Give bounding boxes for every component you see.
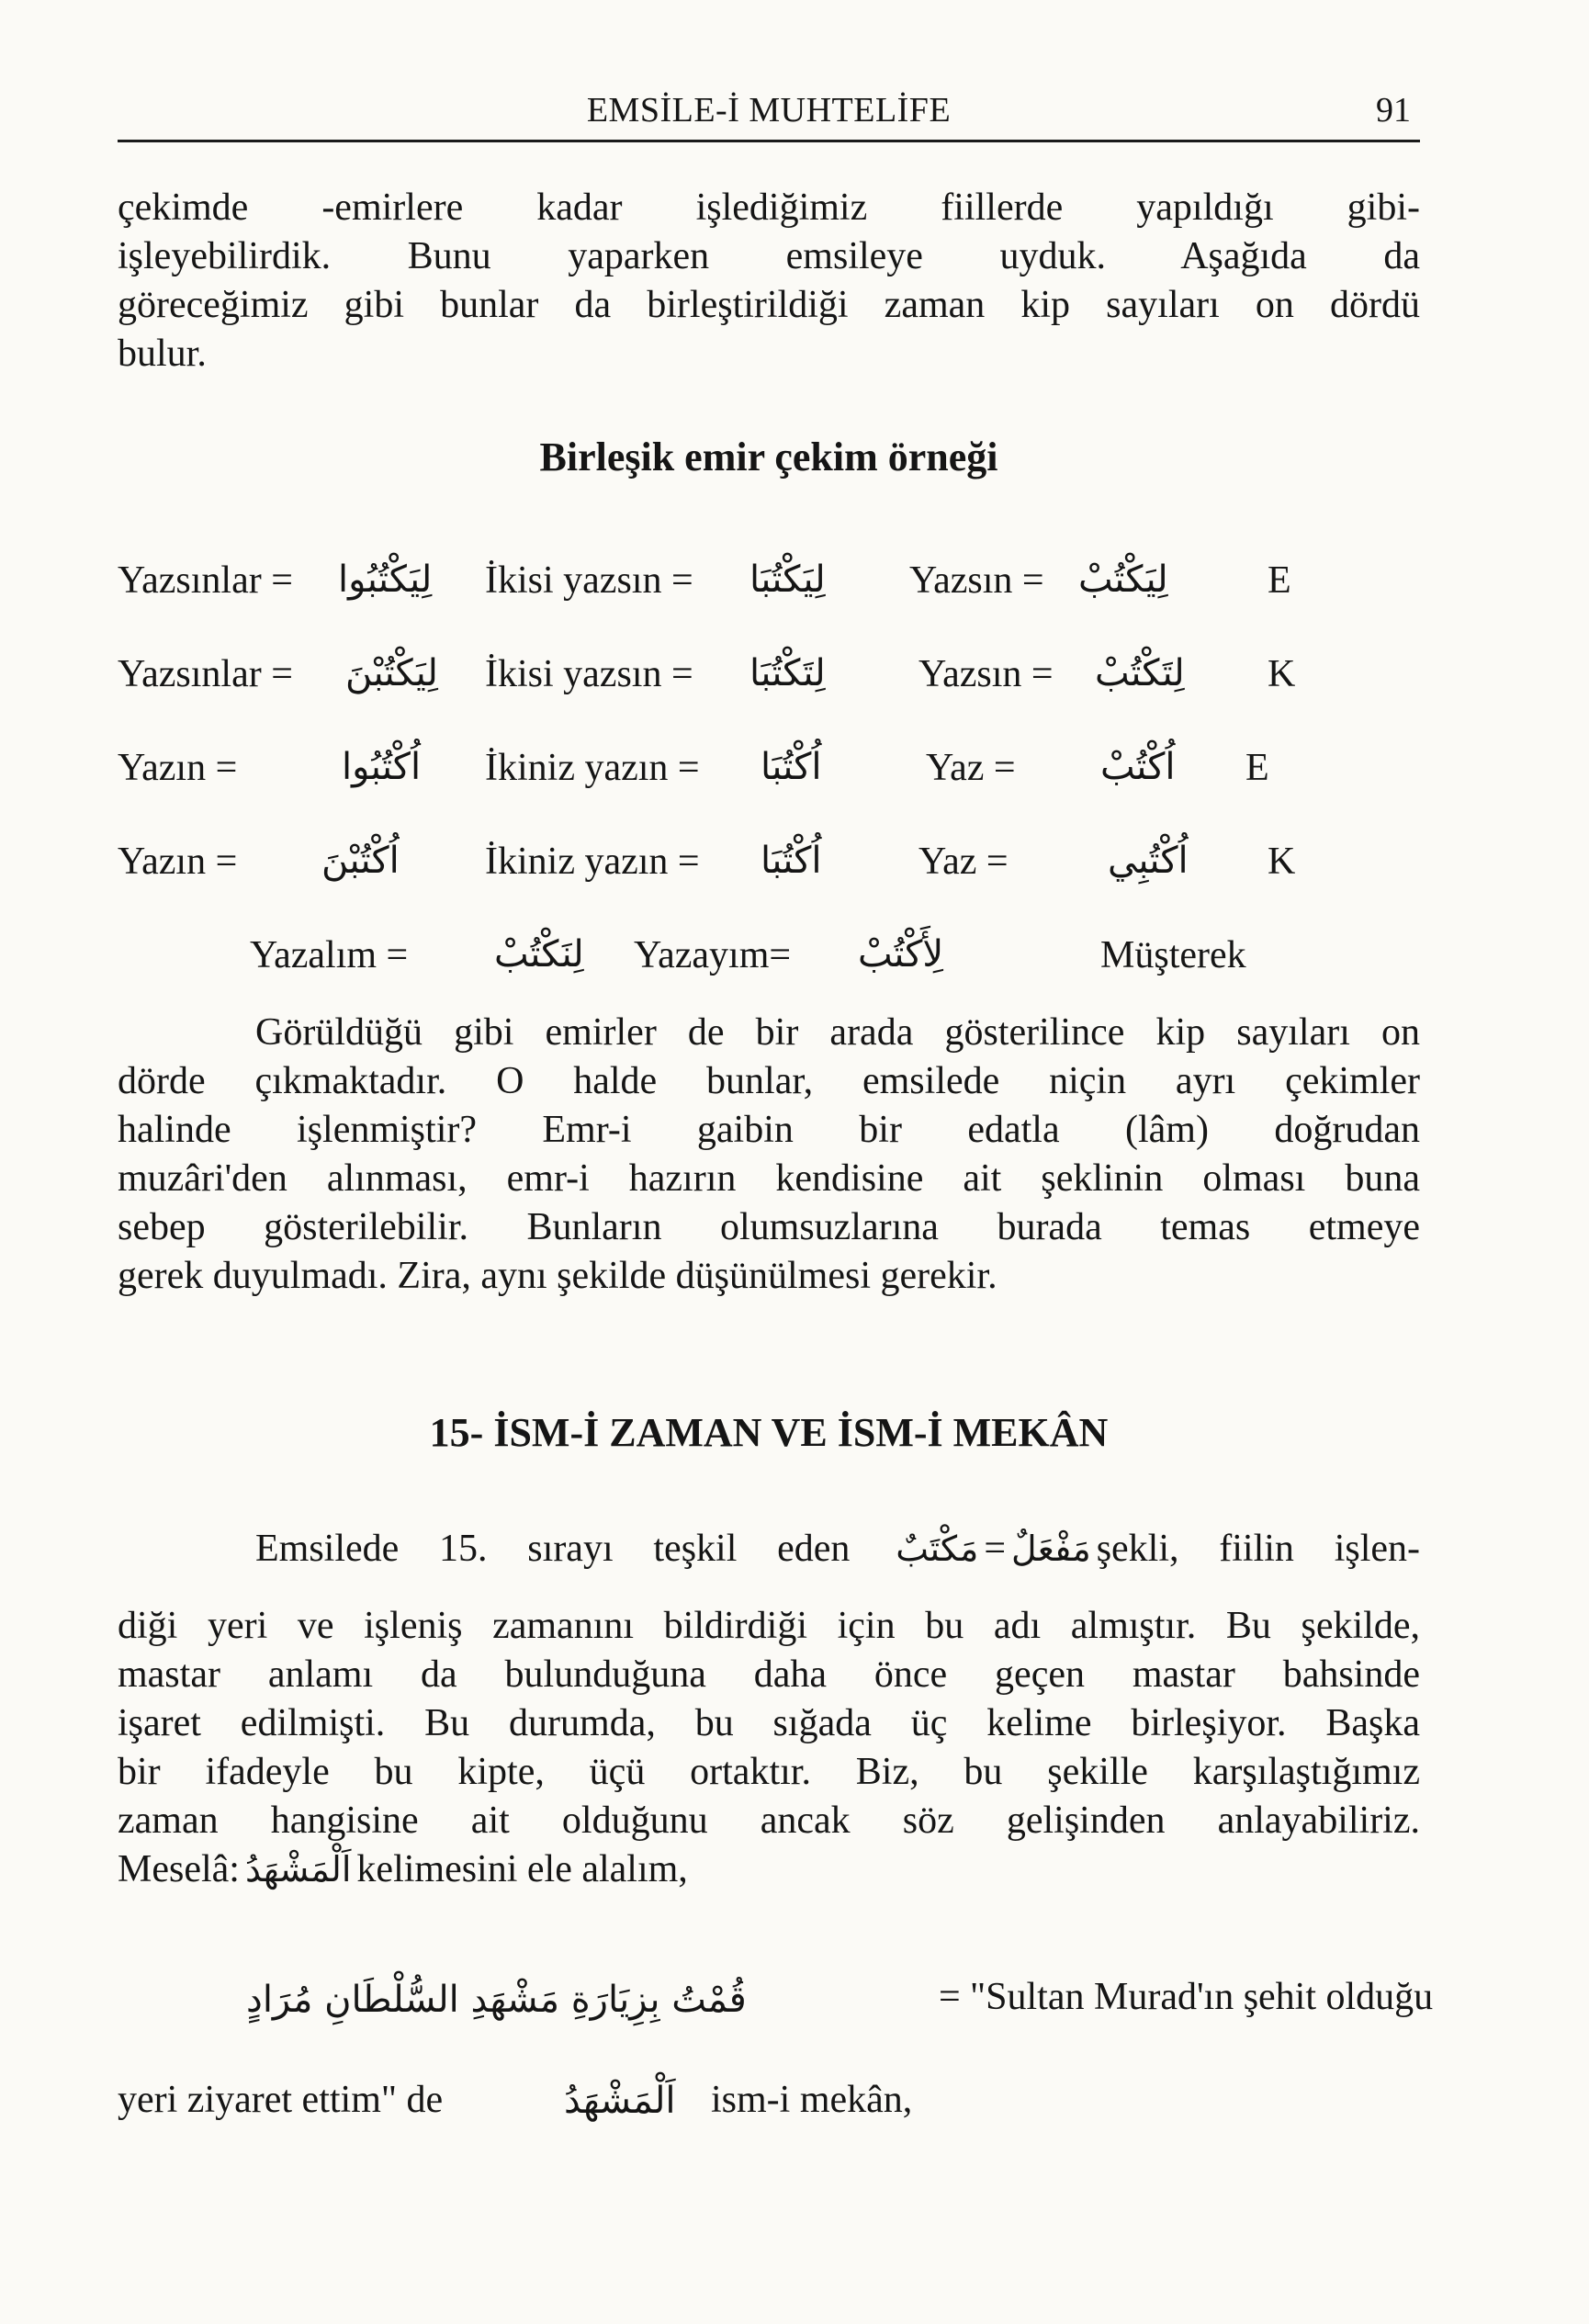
col3-label: Yazsın =: [909, 559, 1044, 602]
col2-label: İkisi yazsın =: [485, 559, 693, 602]
gender-label: E: [1268, 559, 1291, 602]
text-line: çekimde -emirlere kadar işlediğimiz fiillerde yapıldığı gibi-: [118, 186, 1420, 229]
text-line: dörde çıkmaktadır. O halde bunlar, emsilede niçin ayrı çekimler: [118, 1060, 1420, 1102]
col3-arabic: اُكْتُبْ: [1100, 746, 1176, 788]
text-line: işleyebilirdik. Bunu yaparken emsileye uyduk. Aşağıda da: [118, 235, 1420, 277]
col3-label: Yazsın =: [918, 653, 1054, 695]
conjugation-row: [118, 652, 1420, 707]
section-first-line: [118, 1525, 1420, 1574]
gender-label: K: [1268, 840, 1296, 883]
col2-arabic: لِيَكْتُبَا: [749, 558, 826, 601]
col3-arabic: اُكْتُبِي: [1108, 840, 1189, 882]
arabic-word-mektebun: مَكْتَبٌ: [896, 1529, 979, 1569]
col2-arabic: لِتَكْتُبَا: [749, 652, 826, 694]
col2-arabic: اُكْتُبَا: [761, 746, 822, 788]
final-prefix: yeri ziyaret ettim" de: [118, 2079, 444, 2121]
page-header: [118, 88, 1420, 142]
explanation-paragraph: [118, 1009, 1420, 1301]
section-heading: 15- İSM-İ ZAMAN VE İSM-İ MEKÂN: [429, 1410, 1109, 1455]
arabic-word-mefalun: مَفْعَلٌ: [1011, 1529, 1091, 1569]
col3-arabic: لِتَكْتُبْ: [1095, 652, 1185, 694]
example-line: [118, 1975, 1434, 2039]
running-title: EMSİLE-İ MUHTELİFE: [586, 91, 952, 130]
text-line: [118, 1525, 1420, 1574]
col1-arabic: لِيَكْتُبُوا: [338, 558, 433, 601]
text-line: sebep gösterilebilir. Bunların olumsuzlarına burada temas etmeye: [118, 1206, 1420, 1248]
col2-label: Yazayım=: [634, 934, 792, 976]
col1-label: Yazsınlar =: [118, 653, 293, 695]
text-line: mastar anlamı da bulunduğuna daha önce geçen mastar bahsinde: [118, 1653, 1420, 1696]
section-paragraph: [118, 1602, 1420, 1894]
col1-arabic: لِيَكْتُبْنَ: [345, 652, 438, 694]
example-translation: "Sultan Murad'ın şehit olduğu: [970, 1976, 1434, 2018]
col2-arabic: اُكْتُبَا: [761, 840, 822, 882]
mesela-prefix: Meselâ:: [118, 1848, 240, 1890]
col1-arabic: لِنَكْتُبْ: [494, 933, 584, 976]
col1-arabic: اُكْتُبُوا: [342, 746, 422, 788]
arabic-word-almashhad: اَلْمَشْهَدُ: [564, 2080, 676, 2122]
col3-label: Yaz =: [926, 747, 1016, 789]
text-line: halinde işlenmiştir? Emr-i gaibin bir edatla (lâm) doğrudan: [118, 1109, 1420, 1151]
col2-label: İkisi yazsın =: [485, 653, 693, 695]
common-row: [118, 933, 1420, 988]
conjugation-row: [118, 746, 1420, 801]
col2-label: İkiniz yazın =: [485, 840, 700, 883]
gender-label: K: [1268, 653, 1296, 695]
text-line: işaret edilmişti. Bu durumda, bu sığada üç kelime birleşiyor. Başka: [118, 1702, 1420, 1744]
intro-paragraph: [118, 184, 1420, 378]
col1-label: Yazın =: [118, 840, 238, 883]
text-line: [118, 1845, 1420, 1894]
text-line: bir ifadeyle bu kipte, üçü ortaktır. Biz, bu şekille karşılaştığımız: [118, 1751, 1420, 1793]
text-line: zaman hangisine ait olduğunu ancak söz gelişinden anlayabiliriz.: [118, 1799, 1420, 1842]
common-label: Müşterek: [1100, 934, 1246, 976]
text-line: bulur.: [118, 333, 207, 375]
col2-label: İkiniz yazın =: [485, 747, 700, 789]
conjugation-row: [118, 840, 1420, 895]
text-line: Görüldüğü gibi emirler de bir arada gösterilince kip sayıları on: [255, 1011, 1420, 1054]
col3-label: Yaz =: [918, 840, 1009, 883]
final-suffix: ism-i mekân,: [711, 2079, 913, 2121]
col1-arabic: اُكْتُبْنَ: [321, 840, 400, 882]
equals-sign: =: [939, 1976, 961, 2018]
text-line: gerek duyulmadı. Zira, aynı şekilde düşünülmesi gerekir.: [118, 1255, 997, 1297]
equals-sign: =: [984, 1528, 1006, 1570]
col1-label: Yazalım =: [250, 934, 409, 976]
col3-arabic: لِيَكْتُبْ: [1078, 558, 1168, 601]
arabic-word-almashhad: اَلْمَشْهَدُ: [244, 1849, 352, 1890]
text-line: muzâri'den alınması, emr-i hazırın kendisine ait şeklinin olması buna: [118, 1157, 1420, 1200]
text-line: diği yeri ve işleniş zamanını bildirdiği için bu adı almıştır. Bu şekilde,: [118, 1605, 1420, 1647]
line-suffix: şekli, fiilin işlen-: [1096, 1528, 1421, 1570]
final-line: [118, 2078, 1420, 2142]
col1-label: Yazın =: [118, 747, 238, 789]
arabic-example-sentence: قُمْتُ بِزِيَارَةِ مَشْهَدِ السُّلْطَانِ مُرَادٍ: [246, 1979, 747, 2021]
col1-label: Yazsınlar =: [118, 559, 293, 602]
mesela-suffix: kelimesini ele alalım,: [356, 1848, 688, 1890]
text-line: göreceğimiz gibi bunlar da birleştirildiği zaman kip sayıları on dördü: [118, 284, 1420, 326]
line-prefix: Emsilede 15. sırayı teşkil eden: [255, 1528, 851, 1570]
col2-arabic: لِأَكْتُبْ: [858, 933, 944, 976]
conjugation-row: [118, 558, 1420, 614]
page-number: 91: [1376, 91, 1411, 130]
table-heading: Birleşik emir çekim örneği: [539, 434, 998, 479]
gender-label: E: [1245, 747, 1269, 789]
